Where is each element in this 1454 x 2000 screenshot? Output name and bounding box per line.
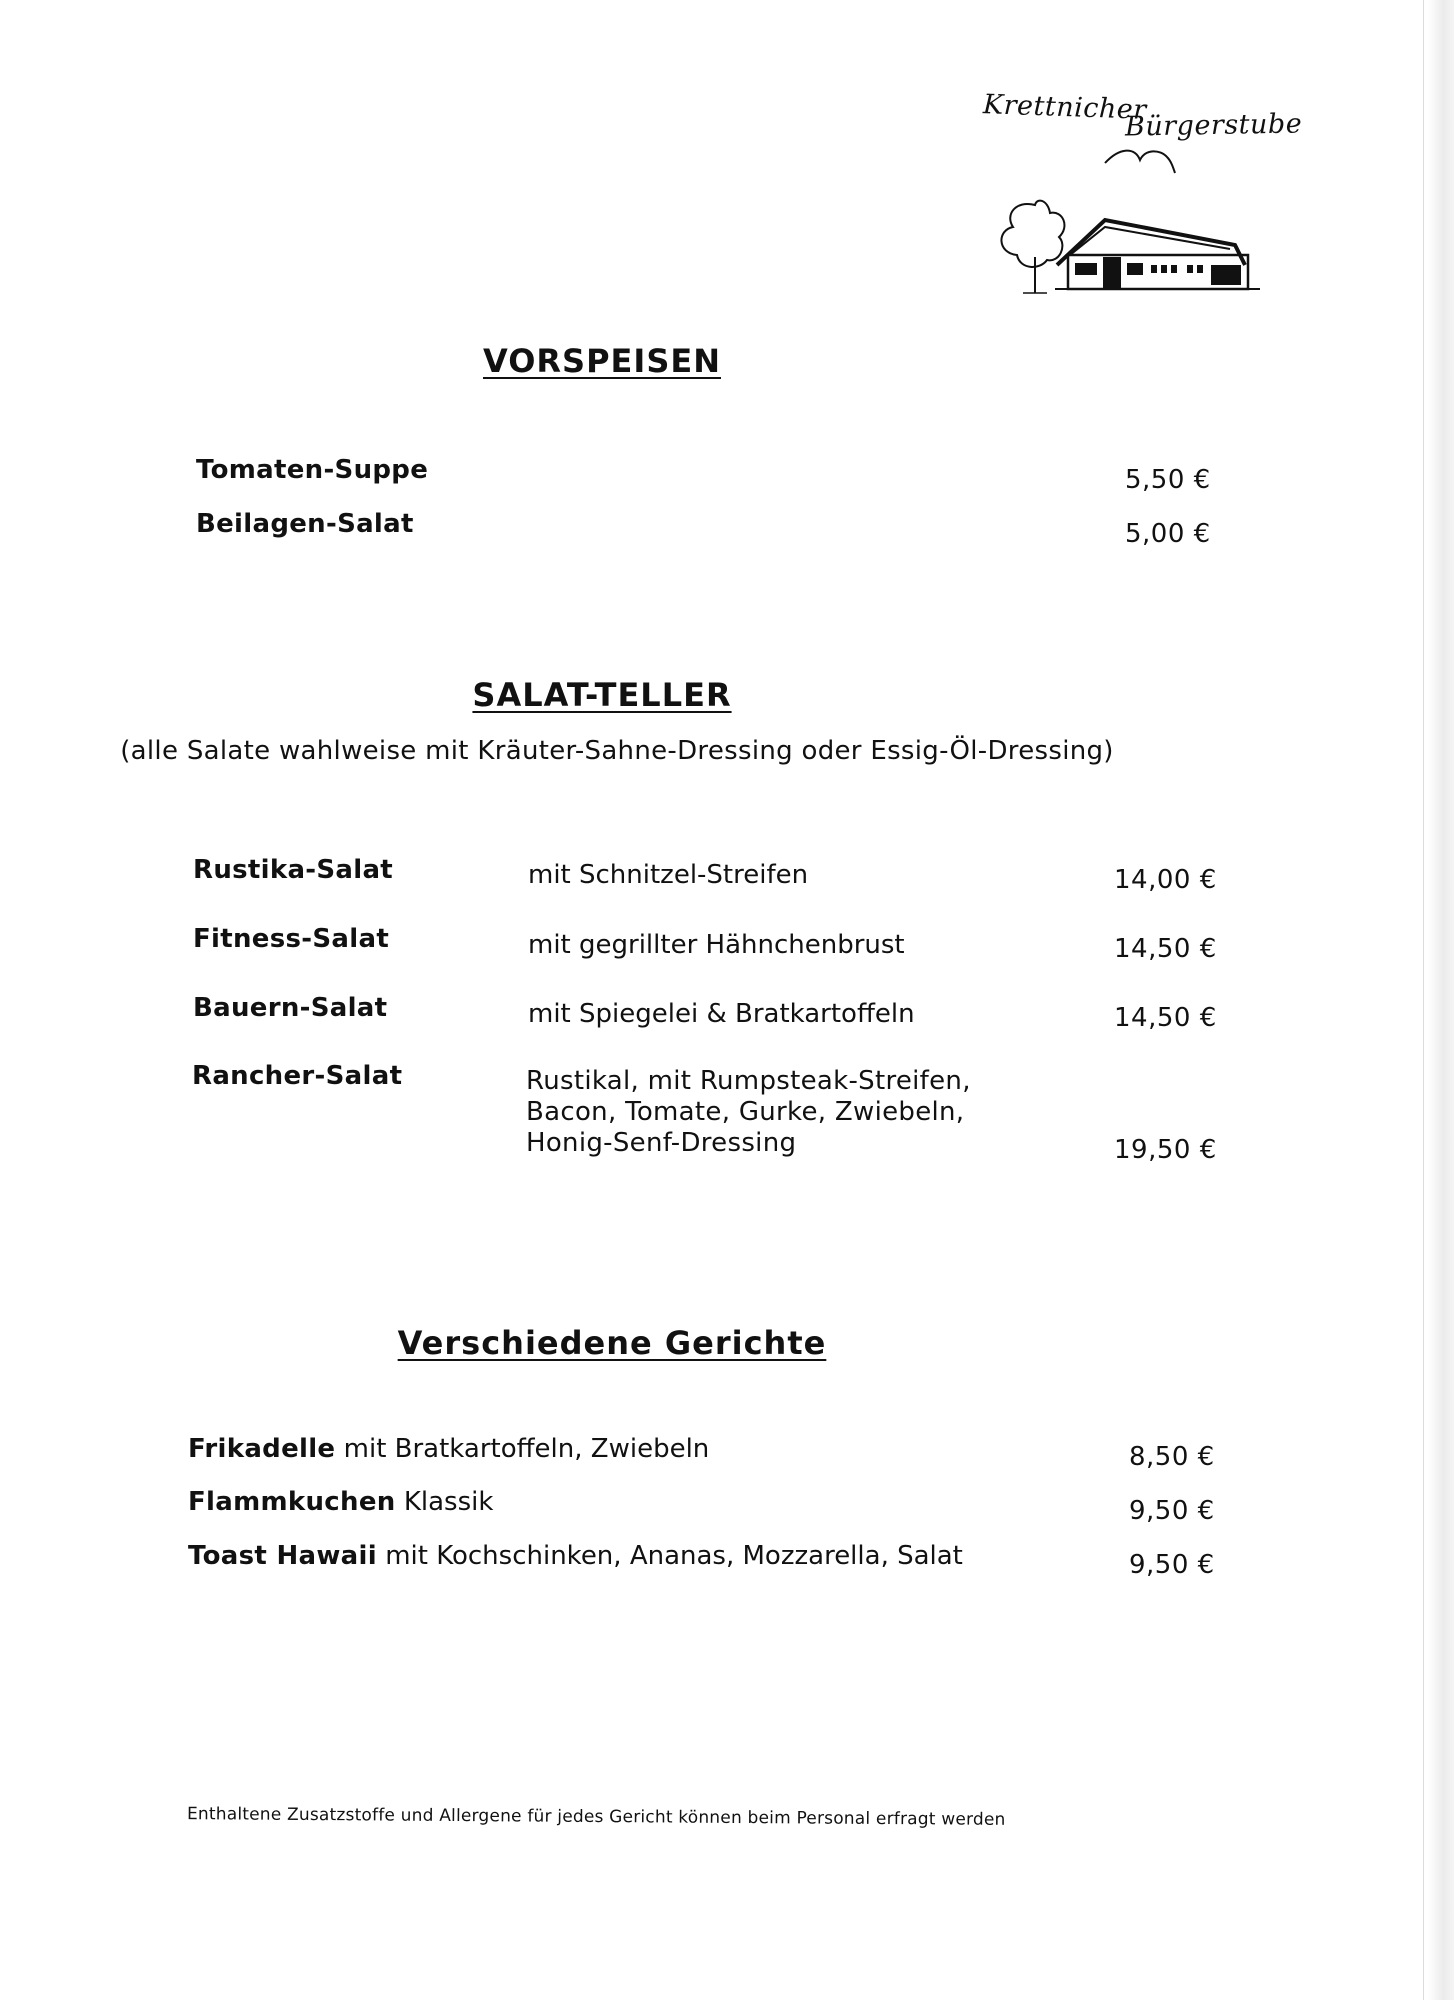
menu-item-name: Frikadelle (188, 1434, 336, 1464)
menu-item-price: 5,50 € (1125, 465, 1211, 495)
menu-item-price: 14,50 € (1114, 934, 1217, 964)
menu-item-name: Toast Hawaii (188, 1541, 377, 1571)
menu-item-row (188, 1487, 493, 1517)
menu-item-description: Klassik (403, 1487, 494, 1517)
menu-item-description: mit Bratkartoffeln, Zwiebeln (343, 1434, 710, 1464)
menu-item-price: 19,50 € (1114, 1135, 1217, 1165)
menu-item-price: 8,50 € (1129, 1442, 1215, 1472)
menu-item-description: mit Spiegelei & Bratkartoffeln (528, 999, 915, 1029)
menu-item-name: Tomaten-Suppe (196, 455, 429, 485)
section-title-salat-teller: SALAT-TELLER (472, 676, 732, 714)
description-line: Honig-Senf-Dressing (526, 1128, 797, 1158)
house-tree-icon (975, 145, 1275, 295)
section-title-vorspeisen: VORSPEISEN (483, 342, 721, 380)
menu-item-price: 9,50 € (1129, 1496, 1215, 1526)
menu-item-price: 14,00 € (1114, 865, 1217, 895)
scan-edge-line (1423, 0, 1424, 2000)
menu-item-description: mit Schnitzel-Streifen (528, 860, 809, 890)
salad-dressing-note: (alle Salate wahlweise mit Kräuter-Sahne-Dressing oder Essig-Öl-Dressing) (120, 736, 1114, 766)
allergen-footer-note: Enthaltene Zusatzstoffe und Allergene für jedes Gericht können beim Personal erfragt werden (186, 1804, 1006, 1830)
menu-item-name: Rustika-Salat (193, 855, 394, 885)
menu-item-name: Bauern-Salat (193, 993, 388, 1023)
logo-text-line1: Krettnicher (982, 89, 1148, 126)
menu-item-row (188, 1434, 709, 1464)
menu-item-name: Flammkuchen (188, 1487, 396, 1517)
menu-item-price: 14,50 € (1114, 1003, 1217, 1033)
description-line: Bacon, Tomate, Gurke, Zwiebeln, (526, 1097, 965, 1127)
description-line: Rustikal, mit Rumpsteak-Streifen, (526, 1066, 971, 1096)
scan-edge-shadow (1428, 0, 1454, 2000)
menu-item-name: Rancher-Salat (192, 1061, 403, 1091)
menu-item-price: 5,00 € (1125, 519, 1211, 549)
menu-item-price: 9,50 € (1129, 1550, 1215, 1580)
menu-item-description: mit gegrillter Hähnchenbrust (528, 930, 905, 960)
logo-text-line2: Bürgerstube (1124, 108, 1303, 143)
menu-item-description: mit Kochschinken, Ananas, Mozzarella, Salat (385, 1541, 963, 1571)
menu-item-row (188, 1541, 963, 1571)
menu-item-description-multiline (526, 1066, 971, 1159)
restaurant-logo (975, 85, 1303, 285)
menu-item-name: Fitness-Salat (193, 924, 390, 954)
section-title-gerichte: Verschiedene Gerichte (397, 1324, 827, 1362)
menu-item-name: Beilagen-Salat (196, 509, 414, 539)
